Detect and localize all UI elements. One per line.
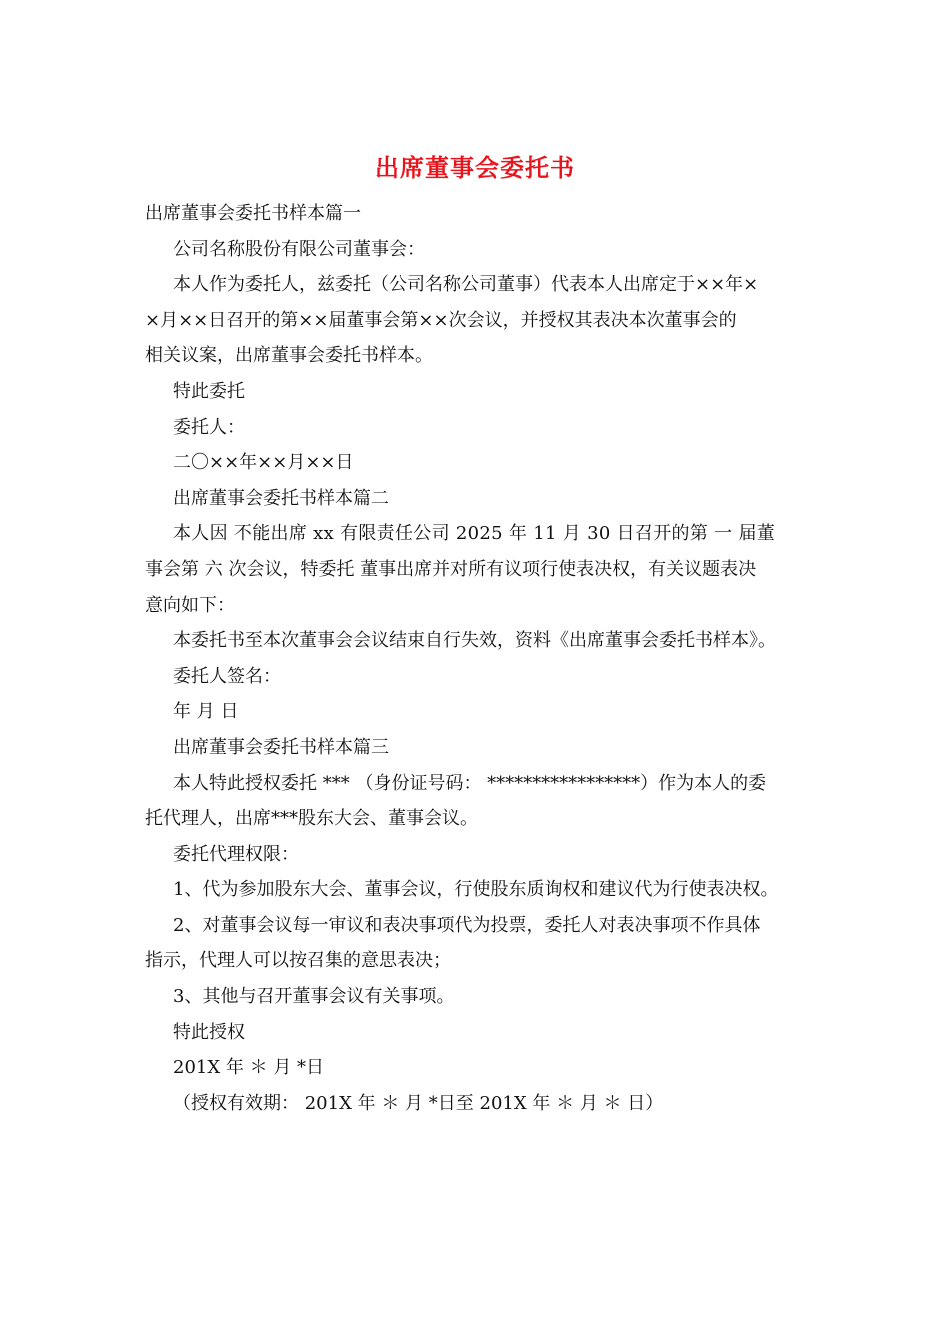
closing-line: 特此委托 [173, 380, 245, 402]
section-heading-2: 出席董事会委托书样本篇二 [173, 487, 389, 509]
section-heading-3: 出席董事会委托书样本篇三 [173, 736, 389, 758]
paragraph-line: 本委托书至本次董事会会议结束自行失效，资料《出席董事会委托书样本》。 [173, 630, 776, 652]
authority-heading: 委托代理权限： [173, 843, 299, 865]
paragraph-line: 事会第 六 次会议，特委托 董事出席并对所有议项行使表决权，有关议题表决 [145, 558, 757, 580]
signature-label: 委托人签名： [173, 665, 281, 687]
paragraph-line: 本人作为委托人，兹委托（公司名称公司董事）代表本人出席定于××年× [173, 274, 759, 296]
date-line: 二〇××年××月××日 [173, 452, 354, 474]
document-body [145, 196, 805, 1121]
validity-line: （授权有效期： 201X 年 ＊ 月 *日至 201X 年 ＊ 月 ＊ 日） [173, 1092, 664, 1114]
paragraph-line: 意向如下： [145, 594, 235, 616]
list-item: 2、对董事会议每一审议和表决事项代为投票，委托人对表决事项不作具体 [173, 914, 761, 936]
addressee: 公司名称股份有限公司董事会： [173, 238, 425, 260]
paragraph-line: 托代理人，出席***股东大会、董事会议。 [145, 808, 478, 830]
date-line: 年 月 日 [173, 701, 239, 723]
date-line: 201X 年 ＊ 月 *日 [173, 1057, 325, 1079]
signature-label: 委托人： [173, 416, 245, 438]
paragraph-line: 本人因 不能出席 xx 有限责任公司 2025 年 11 月 30 日召开的第 一 届董 [173, 523, 776, 545]
paragraph-line: 本人特此授权委托 *** （身份证号码： *****************）作为本人的委 [173, 772, 767, 794]
list-item: 3、其他与召开董事会议有关事项。 [173, 986, 455, 1008]
section-heading-1: 出席董事会委托书样本篇一 [145, 203, 361, 224]
paragraph-line: 相关议案，出席董事会委托书样本。 [145, 345, 433, 367]
list-item-continuation: 指示，代理人可以按召集的意思表决； [145, 950, 451, 972]
document-title: 出席董事会委托书 [375, 153, 575, 182]
list-item: 1、代为参加股东大会、董事会议，行使股东质询权和建议代为行使表决权。 [173, 879, 779, 901]
closing-line: 特此授权 [173, 1021, 245, 1043]
paragraph-line: ×月××日召开的第××届董事会第××次会议，并授权其表决本次董事会的 [145, 309, 737, 331]
